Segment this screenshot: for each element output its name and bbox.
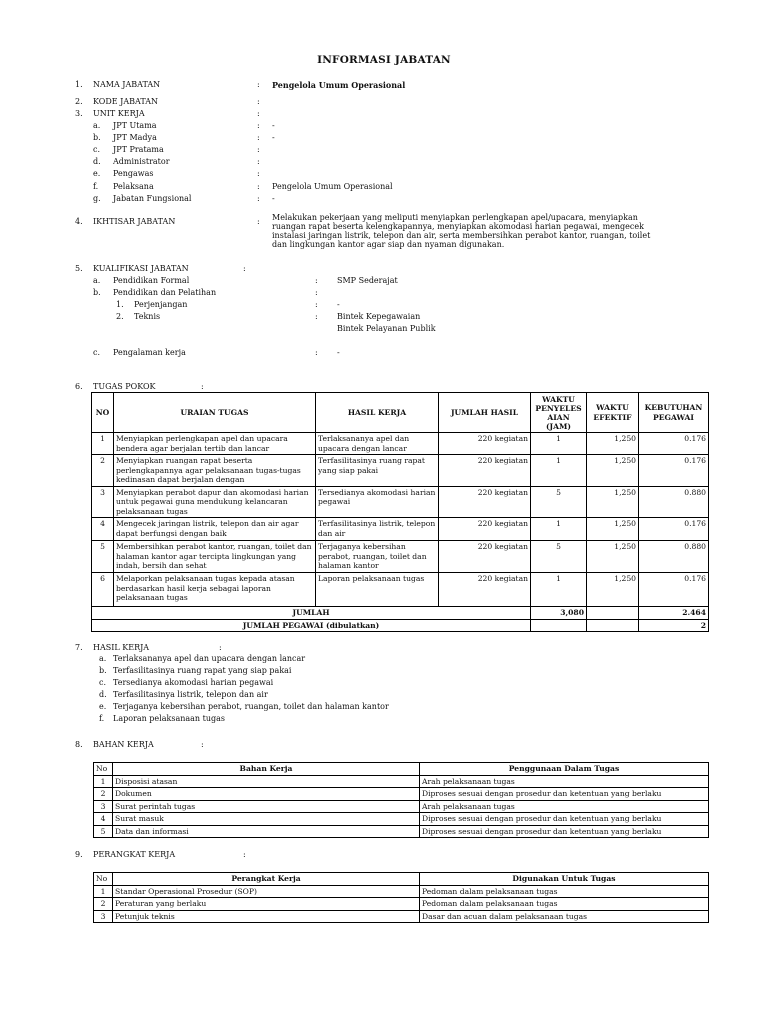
- table-row: [94, 910, 709, 923]
- cell-hasil: Terfasilitasinya listrik, telepon dan air: [316, 518, 439, 541]
- colon: :: [201, 382, 204, 391]
- hasil-kerja-item: Terjaganya kebersihan perabot, ruangan, toilet dan halaman kantor: [113, 702, 389, 711]
- header-line: WAKTU: [542, 394, 575, 404]
- unit-fungsional-value: -: [272, 194, 275, 203]
- cell-no: 4: [94, 813, 113, 826]
- item-letter: b.: [99, 666, 107, 675]
- section-label: BAHAN KERJA: [93, 740, 154, 749]
- item-letter: b.: [93, 133, 101, 142]
- item-number: 1.: [116, 300, 124, 309]
- item-letter: f.: [93, 182, 99, 191]
- ikhtisar-line: dan lingkungan kantor agar siap dan nyaman digunakan.: [272, 240, 505, 249]
- table-header-row: [94, 763, 709, 776]
- cell-waktu: 5: [531, 486, 587, 518]
- cell-no: 6: [92, 573, 114, 607]
- cell-no: 4: [92, 518, 114, 541]
- cell-waktu: 1: [531, 518, 587, 541]
- cell-penggunaan: Diproses sesuai dengan prosedur dan ketentuan yang berlaku: [420, 813, 709, 826]
- empty-cell: [587, 607, 639, 620]
- item-letter: e.: [93, 169, 101, 178]
- section-number: 9.: [75, 850, 83, 859]
- section-number: 3.: [75, 109, 83, 118]
- item-letter: a.: [93, 121, 101, 130]
- hasil-kerja-item: Terfasilitasinya listrik, telepon dan air: [113, 690, 268, 699]
- perjenjangan-value: -: [337, 300, 340, 309]
- pengalaman-kerja-label: Pengalaman kerja: [113, 348, 186, 357]
- item-letter: c.: [99, 678, 107, 687]
- cell-perangkat: Standar Operasional Prosedur (SOP): [113, 885, 420, 898]
- cell-bahan: Dokumen: [113, 788, 420, 801]
- table-row: [92, 486, 709, 518]
- cell-bahan: Surat masuk: [113, 813, 420, 826]
- colon: :: [315, 300, 318, 309]
- section-number: 5.: [75, 264, 83, 273]
- colon: :: [257, 157, 260, 166]
- cell-efektif: 1,250: [587, 486, 639, 518]
- section-number: 7.: [75, 643, 83, 652]
- section-label: NAMA JABATAN: [93, 80, 161, 89]
- table-row: [94, 898, 709, 911]
- cell-no: 1: [94, 885, 113, 898]
- cell-waktu: 1: [531, 573, 587, 607]
- colon: :: [257, 133, 260, 142]
- cell-kebutuhan: 0.176: [639, 433, 709, 455]
- jumlah-label: JUMLAH: [92, 607, 531, 620]
- teknis-value: Bintek Kepegawaian: [337, 312, 421, 321]
- section-number: 1.: [75, 80, 83, 89]
- cell-kebutuhan: 0.176: [639, 573, 709, 607]
- colon: :: [257, 217, 260, 226]
- col-header-no: No: [94, 763, 113, 776]
- col-header-perangkat: Perangkat Kerja: [113, 873, 420, 886]
- cell-no: 3: [92, 486, 114, 518]
- colon: :: [243, 264, 246, 273]
- item-letter: c.: [93, 145, 101, 154]
- table-row: [92, 518, 709, 541]
- item-number: 2.: [116, 312, 124, 321]
- colon: :: [257, 109, 260, 118]
- section-number: 2.: [75, 97, 83, 106]
- colon: :: [201, 740, 204, 749]
- tugas-pokok-table: [91, 392, 709, 632]
- cell-waktu: 1: [531, 455, 587, 487]
- cell-uraian: Menyiapkan ruangan rapat beserta perlengkapannya agar pelaksanaan tugas-tugas kedinasan dapat berjalan dengan: [114, 455, 316, 487]
- teknis-label: Teknis: [134, 312, 161, 321]
- pegawai-row: [92, 619, 709, 632]
- cell-penggunaan: Diproses sesuai dengan prosedur dan ketentuan yang berlaku: [420, 788, 709, 801]
- table-row: [92, 573, 709, 607]
- colon: :: [257, 194, 260, 203]
- unit-pengawas-label: Pengawas: [113, 169, 154, 178]
- empty-cell: [531, 619, 587, 632]
- unit-administrator-label: Administrator: [113, 157, 170, 166]
- cell-uraian: Membersihkan perabot kantor, ruangan, toilet dan halaman kantor agar tercipta lingkungan yang indah, bersih dan sehat: [114, 541, 316, 573]
- cell-uraian: Mengecek jaringan listrik, telepon dan air agar dapat berfungsi dengan baik: [114, 518, 316, 541]
- cell-uraian: Menyiapkan perlengkapan apel dan upacara bendera agar berjalan tertib dan lancar: [114, 433, 316, 455]
- cell-no: 2: [94, 898, 113, 911]
- unit-jpt-madya-value: -: [272, 133, 275, 142]
- cell-bahan: Surat perintah tugas: [113, 800, 420, 813]
- col-header-uraian: URAIAN TUGAS: [114, 393, 316, 433]
- cell-no: 1: [92, 433, 114, 455]
- cell-no: 3: [94, 800, 113, 813]
- cell-no: 3: [94, 910, 113, 923]
- cell-efektif: 1,250: [587, 541, 639, 573]
- jumlah-kebutuhan: 2.464: [639, 607, 709, 620]
- cell-kebutuhan: 0.880: [639, 486, 709, 518]
- cell-hasil: Terjaganya kebersihan perabot, ruangan, toilet dan halaman kantor: [316, 541, 439, 573]
- table-row: [94, 775, 709, 788]
- cell-penggunaan: Arah pelaksanaan tugas: [420, 800, 709, 813]
- cell-no: 5: [92, 541, 114, 573]
- ikhtisar-line: Melakukan pekerjaan yang meliputi menyiapkan perlengkapan apel/upacara, menyiapkan: [272, 213, 638, 222]
- item-letter: d.: [93, 157, 101, 166]
- hasil-kerja-item: Terlaksananya apel dan upacara dengan lancar: [113, 654, 306, 663]
- pendidikan-formal-label: Pendidikan Formal: [113, 276, 190, 285]
- colon: :: [257, 145, 260, 154]
- col-header-kebutuhan: [639, 393, 709, 433]
- cell-jumlah: 220 kegiatan: [439, 541, 531, 573]
- ikhtisar-line: ruangan rapat beserta kelengkapannya, menyiapkan akomodasi harian pegawai, mengecek: [272, 222, 644, 231]
- colon: :: [219, 643, 222, 652]
- unit-jpt-utama-value: -: [272, 121, 275, 130]
- cell-digunakan: Dasar dan acuan dalam pelaksanaan tugas: [420, 910, 709, 923]
- item-letter: a.: [99, 654, 107, 663]
- jumlah-pegawai-value: 2: [639, 619, 709, 632]
- section-label: TUGAS POKOK: [93, 382, 156, 391]
- cell-efektif: 1,250: [587, 433, 639, 455]
- colon: :: [243, 850, 246, 859]
- colon: :: [315, 276, 318, 285]
- cell-waktu: 5: [531, 541, 587, 573]
- colon: :: [257, 182, 260, 191]
- cell-kebutuhan: 0.880: [639, 541, 709, 573]
- empty-cell: [587, 619, 639, 632]
- section-number: 4.: [75, 217, 83, 226]
- cell-jumlah: 220 kegiatan: [439, 433, 531, 455]
- item-letter: b.: [93, 288, 101, 297]
- table-row: [94, 825, 709, 838]
- header-line: AIAN: [547, 412, 570, 422]
- table-row: [92, 541, 709, 573]
- section-number: 6.: [75, 382, 83, 391]
- colon: :: [257, 97, 260, 106]
- cell-efektif: 1,250: [587, 518, 639, 541]
- cell-perangkat: Peraturan yang berlaku: [113, 898, 420, 911]
- section-label: KODE JABATAN: [93, 97, 158, 106]
- unit-pelaksana-value: Pengelola Umum Operasional: [272, 182, 393, 191]
- header-line: KEBUTUHAN: [644, 403, 703, 412]
- hasil-kerja-item: Tersedianya akomodasi harian pegawai: [113, 678, 274, 687]
- colon: :: [315, 348, 318, 357]
- perjenjangan-label: Perjenjangan: [134, 300, 188, 309]
- hasil-kerja-item: Laporan pelaksanaan tugas: [113, 714, 225, 723]
- item-letter: d.: [99, 690, 107, 699]
- col-header-penggunaan: Penggunaan Dalam Tugas: [420, 763, 709, 776]
- section-label: IKHTISAR JABATAN: [93, 217, 176, 226]
- unit-jpt-utama-label: JPT Utama: [113, 121, 157, 130]
- unit-fungsional-label: Jabatan Fungsional: [113, 194, 192, 203]
- col-header-waktu: [531, 393, 587, 433]
- col-header-no: No: [94, 873, 113, 886]
- table-row: [94, 800, 709, 813]
- teknis-value: Bintek Pelayanan Publik: [337, 324, 436, 333]
- cell-jumlah: 220 kegiatan: [439, 486, 531, 518]
- table-row: [94, 813, 709, 826]
- table-row: [94, 885, 709, 898]
- item-letter: e.: [99, 702, 107, 711]
- colon: :: [315, 288, 318, 297]
- col-header-jumlah: JUMLAH HASIL: [439, 393, 531, 433]
- pendidikan-pelatihan-label: Pendidikan dan Pelatihan: [113, 288, 217, 297]
- pendidikan-formal-value: SMP Sederajat: [337, 276, 398, 285]
- table-header-row: [92, 393, 709, 433]
- jumlah-pegawai-label: JUMLAH PEGAWAI (dibulatkan): [92, 619, 531, 632]
- perangkat-kerja-table: [93, 872, 709, 923]
- cell-jumlah: 220 kegiatan: [439, 573, 531, 607]
- section-label: HASIL KERJA: [93, 643, 150, 652]
- nama-jabatan-value: Pengelola Umum Operasional: [272, 80, 406, 90]
- bahan-kerja-table: [93, 762, 709, 838]
- unit-pelaksana-label: Pelaksana: [113, 182, 154, 191]
- col-header-digunakan: Digunakan Untuk Tugas: [420, 873, 709, 886]
- cell-efektif: 1,250: [587, 573, 639, 607]
- cell-jumlah: 220 kegiatan: [439, 518, 531, 541]
- header-line: WAKTU: [596, 403, 629, 412]
- header-line: PENYELES: [535, 403, 582, 413]
- total-row: [92, 607, 709, 620]
- item-letter: f.: [99, 714, 105, 723]
- cell-uraian: Menyiapkan perabot dapur dan akomodasi harian untuk pegawai guna mendukung kelancaran pelaksanaan tugas: [114, 486, 316, 518]
- header-line: EFEKTIF: [593, 412, 632, 422]
- cell-hasil: Tersedianya akomodasi harian pegawai: [316, 486, 439, 518]
- cell-penggunaan: Arah pelaksanaan tugas: [420, 775, 709, 788]
- section-number: 8.: [75, 740, 83, 749]
- cell-no: 1: [94, 775, 113, 788]
- cell-no: 5: [94, 825, 113, 838]
- table-row: [92, 433, 709, 455]
- jumlah-waktu: 3,080: [531, 607, 587, 620]
- colon: :: [315, 312, 318, 321]
- cell-digunakan: Pedoman dalam pelaksanaan tugas: [420, 898, 709, 911]
- item-letter: a.: [93, 276, 101, 285]
- cell-perangkat: Petunjuk teknis: [113, 910, 420, 923]
- col-header-hasil: HASIL KERJA: [316, 393, 439, 433]
- header-line: PEGAWAI: [653, 412, 694, 422]
- cell-penggunaan: Diproses sesuai dengan prosedur dan ketentuan yang berlaku: [420, 825, 709, 838]
- ikhtisar-line: instalasi jaringan listrik, telepon dan air, serta membersihkan perabot kantor, ruangan, toilet: [272, 231, 651, 240]
- section-label: KUALIFIKASI JABATAN: [93, 264, 189, 273]
- cell-no: 2: [92, 455, 114, 487]
- cell-jumlah: 220 kegiatan: [439, 455, 531, 487]
- page-title: INFORMASI JABATAN: [317, 54, 451, 66]
- cell-digunakan: Pedoman dalam pelaksanaan tugas: [420, 885, 709, 898]
- table-row: [94, 788, 709, 801]
- cell-bahan: Data dan informasi: [113, 825, 420, 838]
- header-line: (JAM): [545, 421, 572, 431]
- cell-kebutuhan: 0.176: [639, 518, 709, 541]
- cell-kebutuhan: 0.176: [639, 455, 709, 487]
- table-header-row: [94, 873, 709, 886]
- hasil-kerja-item: Terfasilitasinya ruang rapat yang siap pakai: [113, 666, 292, 675]
- item-letter: c.: [93, 348, 101, 357]
- cell-hasil: Laporan pelaksanaan tugas: [316, 573, 439, 607]
- colon: :: [257, 80, 260, 89]
- colon: :: [257, 121, 260, 130]
- col-header-no: NO: [92, 393, 114, 433]
- pengalaman-kerja-value: -: [337, 348, 340, 357]
- item-letter: g.: [93, 194, 101, 203]
- cell-hasil: Terfasilitasinya ruang rapat yang siap pakai: [316, 455, 439, 487]
- col-header-efektif: [587, 393, 639, 433]
- cell-hasil: Terlaksananya apel dan upacara dengan lancar: [316, 433, 439, 455]
- cell-uraian: Melaporkan pelaksanaan tugas kepada atasan berdasarkan hasil kerja sebagai laporan pelaksanaan tugas: [114, 573, 316, 607]
- section-label: PERANGKAT KERJA: [93, 850, 176, 859]
- cell-waktu: 1: [531, 433, 587, 455]
- section-label: UNIT KERJA: [93, 109, 145, 118]
- unit-jpt-pratama-label: JPT Pratama: [113, 145, 164, 154]
- unit-jpt-madya-label: JPT Madya: [113, 133, 157, 142]
- table-row: [92, 455, 709, 487]
- colon: :: [257, 169, 260, 178]
- cell-no: 2: [94, 788, 113, 801]
- col-header-bahan: Bahan Kerja: [113, 763, 420, 776]
- cell-bahan: Disposisi atasan: [113, 775, 420, 788]
- cell-efektif: 1,250: [587, 455, 639, 487]
